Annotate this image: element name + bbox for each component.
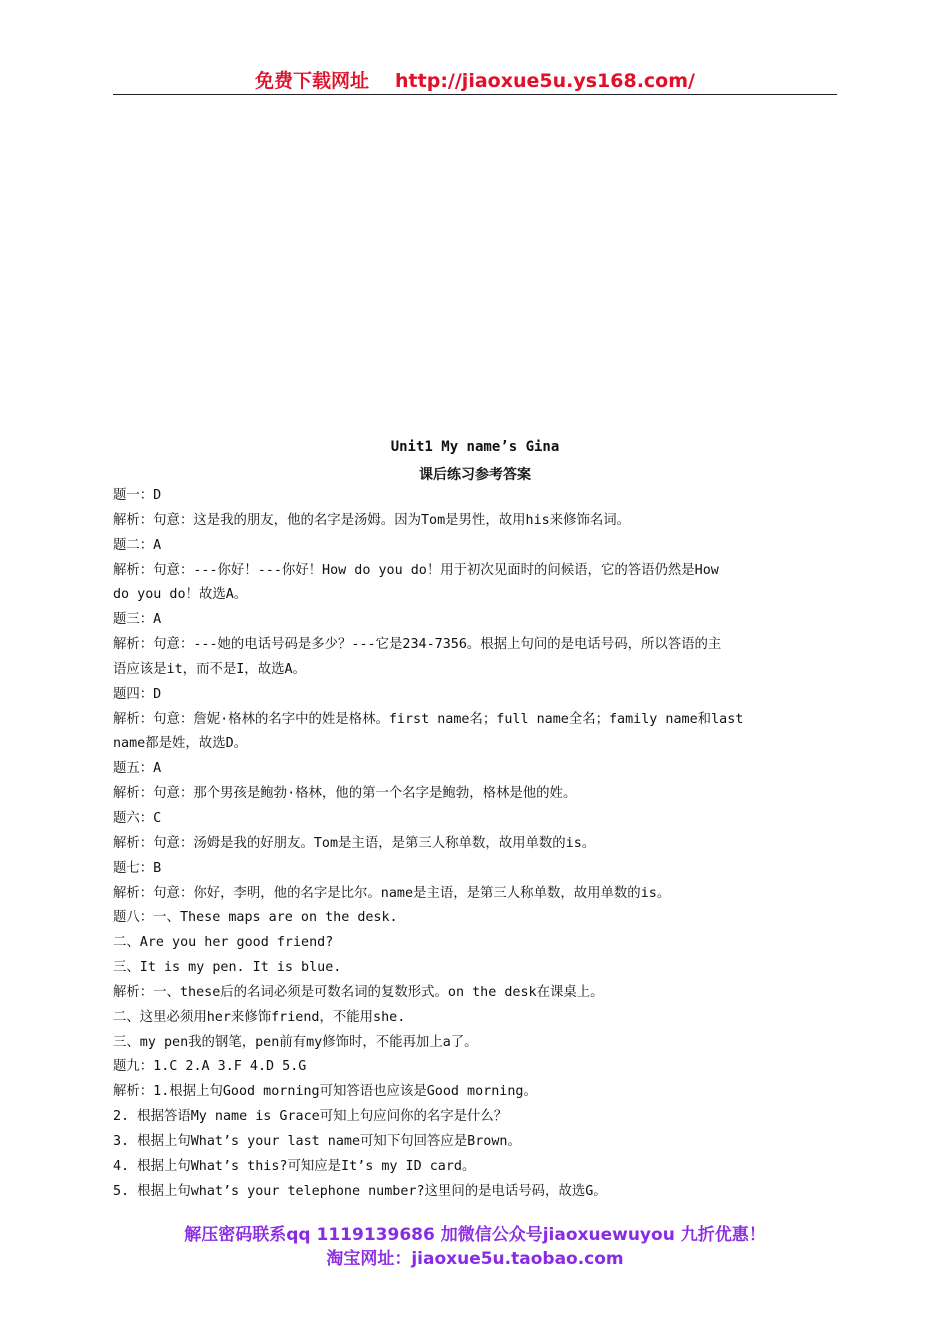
text-line: 二、这里必须用her来修饰friend，不能用she.	[113, 1009, 406, 1025]
text-line: 题八：一、These maps are on the desk.	[113, 910, 398, 926]
text-line: 题九：1.C 2.A 3.F 4.D 5.G	[113, 1059, 307, 1075]
text-line: 解析：句意：这是我的朋友，他的名字是汤姆。因为Tom是男性，故用his来修饰名词。	[113, 512, 631, 528]
text-line: 二、Are you her good friend?	[113, 935, 334, 951]
text-line: 解析：一、these后的名词必须是可数名词的复数形式。on the desk在课桌上。	[113, 984, 604, 1000]
text-line: 解析：句意：汤姆是我的好朋友。Tom是主语，是第三人称单数，故用单数的is。	[113, 835, 596, 851]
doc-title: Unit1 My name’s Gina	[390, 439, 560, 455]
answer-content	[113, 484, 839, 1204]
text-line: 题五：A	[113, 761, 162, 777]
text-line: 解析：句意：詹妮·格林的名字中的姓是格林。first name名；full name全名；family name和last	[113, 711, 744, 727]
text-line: 语应该是it，而不是I，故选A。	[113, 661, 306, 677]
text-line: 5. 根据上句what’s your telephone number?这里问的是电话号码，故选G。	[113, 1183, 607, 1199]
text-line: 4. 根据上句What’s this?可知应是It’s my ID card。	[113, 1158, 476, 1174]
text-line: do you do！故选A。	[113, 587, 248, 603]
text-line: 解析：1.根据上句Good morning可知答语也应该是Good morning。	[113, 1084, 537, 1100]
footer-shop-link[interactable]: 淘宝网址：jiaoxue5u.taobao.com	[326, 1249, 624, 1269]
text-line: 解析：句意：你好，李明，他的名字是比尔。name是主语，是第三人称单数，故用单数的is。	[113, 885, 671, 901]
text-line: 题一：D	[113, 488, 162, 503]
footer-contact: 解压密码联系qq 1119139686 加微信公众号jiaoxuewuyou 九折优惠！	[184, 1225, 766, 1245]
text-line: 题三：A	[113, 612, 162, 628]
header-label: 免费下载网址	[255, 70, 370, 92]
text-line: 题六：C	[113, 810, 162, 826]
header-url-link[interactable]: http://jiaoxue5u.ys168.com/	[395, 70, 695, 92]
text-line: 题四：D	[113, 686, 162, 702]
text-line: 三、my pen我的钢笔，pen前有my修饰时，不能再加上a了。	[113, 1034, 478, 1050]
text-line: 解析：句意：那个男孩是鲍勃·格林，他的第一个名字是鲍勃，格林是他的姓。	[113, 786, 577, 802]
text-line: name都是姓，故选D。	[113, 736, 248, 752]
text-line: 题二：A	[113, 537, 162, 553]
page-header	[113, 66, 837, 95]
text-line: 解析：句意：---你好！---你好！How do you do！用于初次见面时的问候语，它的答语仍然是How	[113, 562, 719, 578]
text-line: 3. 根据上句What’s your last name可知下句回答应是Brown。	[113, 1133, 521, 1149]
text-line: 题七：B	[113, 860, 162, 876]
text-line: 解析：句意：---她的电话号码是多少？---它是234-7356。根据上句问的是电话号码，所以答语的主	[113, 637, 722, 653]
text-line: 三、It is my pen. It is blue.	[113, 960, 342, 976]
text-line: 2. 根据答语My name is Grace可知上句应问你的名字是什么？	[113, 1109, 508, 1125]
doc-subtitle: 课后练习参考答案	[419, 467, 531, 483]
